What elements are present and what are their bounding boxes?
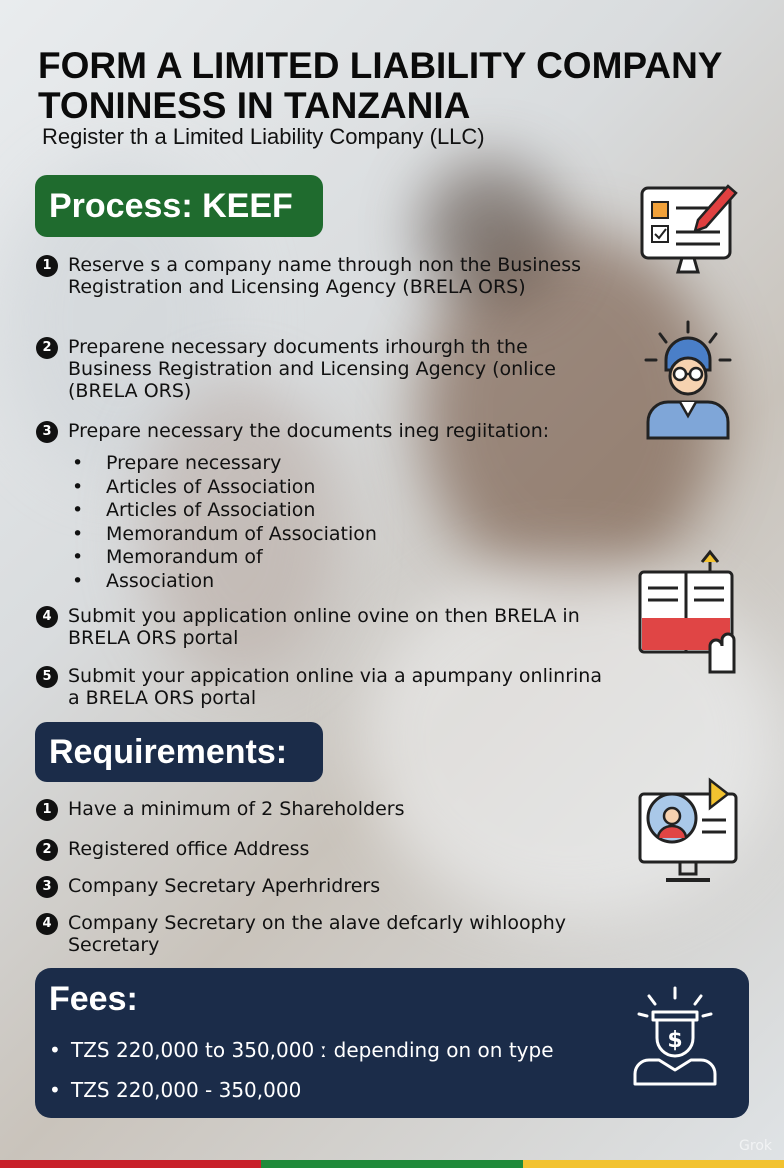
fee-item: • TZS 220,000 to 350,000 ː depending on on type (49, 1030, 554, 1070)
list-item: • Memorandum of (72, 546, 377, 570)
requirement-number: 1 (36, 799, 58, 821)
process-step-4 (36, 605, 606, 649)
step-number: 4 (36, 606, 58, 628)
document-upload-icon (634, 548, 740, 674)
step-text: Submit you application online ovine on then BRELA in BRELA ORS portal (68, 605, 580, 649)
fees-heading: Fees: (49, 980, 138, 1018)
list-item: • Articles of Association (72, 476, 377, 500)
flag-stripe (0, 1160, 784, 1168)
requirement-text: Have a minimum of 2 Shareholders (68, 798, 405, 820)
flag-yellow-segment (523, 1160, 784, 1168)
watermark: Grok (739, 1138, 772, 1154)
video-screen-icon (636, 774, 742, 886)
fees-panel (35, 968, 749, 1118)
requirements-heading: Requirements: (35, 722, 323, 782)
step-number: 1 (36, 255, 58, 277)
page-title (38, 46, 758, 126)
list-item: • Association (72, 570, 377, 594)
step-number: 2 (36, 337, 58, 359)
process-step-1 (36, 254, 606, 298)
requirement-1 (36, 798, 636, 821)
idea-person-icon (640, 320, 736, 442)
step-text: Reserve s a company name through non the Business Registration and Licensing Agency (BRELA ORS) (68, 254, 582, 298)
step-text: Prepare necessary the documents ineg regiitation: (68, 420, 550, 442)
list-item: • Memorandum of Association (72, 523, 377, 547)
fees-list (49, 1030, 554, 1110)
process-step-3 (36, 420, 606, 443)
step-number: 3 (36, 421, 58, 443)
flag-red-segment (0, 1160, 261, 1168)
title-line-1: FORM A LIMITED LIABILITY COMPANY (38, 45, 723, 86)
step-text: Preparene necessary documents irhourgh th the Business Registration and Licensing Agency (onlice (BRELA ORS) (68, 336, 556, 402)
svg-text:$: $ (667, 1028, 683, 1053)
requirement-number: 4 (36, 913, 58, 935)
process-heading: Process: KEEF (35, 175, 323, 237)
page-subtitle: Register th a Limited Liability Company (LLC) (42, 124, 485, 149)
fee-item: • TZS 220,000 - 350,000 (49, 1070, 554, 1110)
title-line-2: TONINESS IN TANZANIA (38, 85, 471, 126)
requirement-text: Company Secretary Aperhridrers (68, 875, 381, 897)
requirement-number: 2 (36, 839, 58, 861)
flag-green-segment (261, 1160, 522, 1168)
list-item: • Prepare necessary (72, 452, 377, 476)
form-checklist-icon (638, 174, 738, 282)
money-idea-icon (625, 984, 725, 1094)
requirement-text: Registered office Address (68, 838, 310, 860)
step-text: Submit your appication online via a apumpany onlinrina a BRELA ORS portal (68, 665, 602, 709)
documents-list (72, 452, 377, 593)
step-number: 5 (36, 666, 58, 688)
requirement-number: 3 (36, 876, 58, 898)
requirement-4 (36, 912, 596, 956)
requirement-2 (36, 838, 636, 861)
process-step-2 (36, 336, 606, 402)
requirement-text: Company Secretary on the alave defcarly wihloophy Secretary (68, 912, 566, 956)
list-item: • Articles of Association (72, 499, 377, 523)
requirement-3 (36, 875, 636, 898)
process-step-5 (36, 665, 606, 709)
